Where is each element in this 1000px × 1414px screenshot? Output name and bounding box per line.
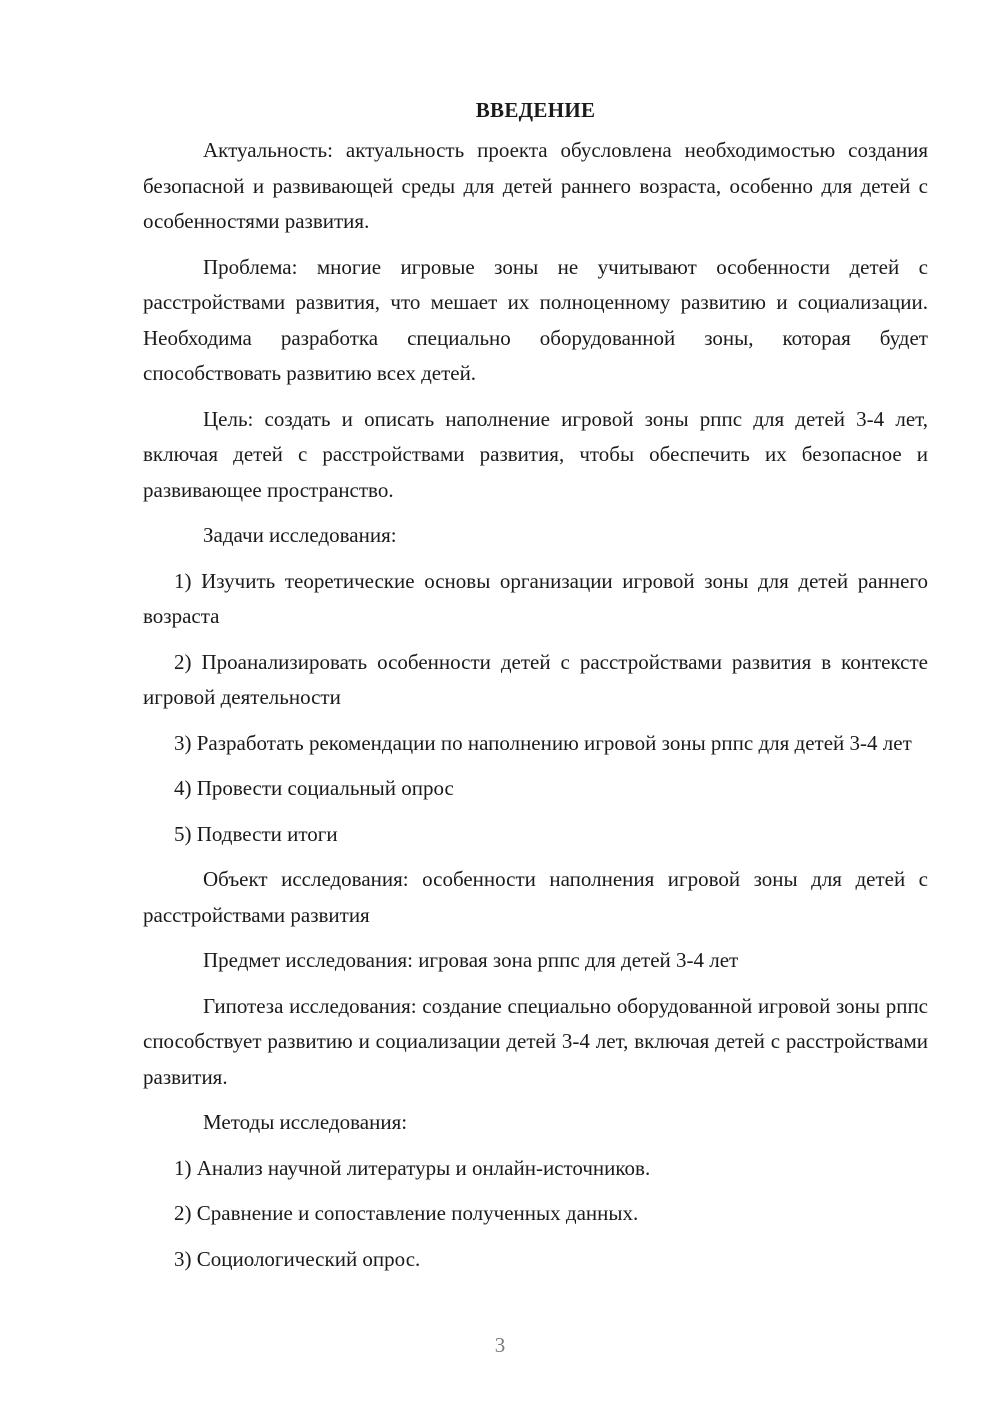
list-item: 4) Провести социальный опрос [174, 776, 454, 800]
subject-paragraph: Предмет исследования: игровая зона рппс для детей 3-4 лет [203, 948, 739, 972]
document-page [143, 92, 928, 1287]
list-item: 1) Анализ научной литературы и онлайн-источников. [174, 1155, 651, 1180]
list-item: 2) Сравнение и сопоставление полученных данных. [174, 1201, 639, 1225]
goal-paragraph: Цель: создать и описать наполнение игровой зоны рппс для детей 3-4 лет, включая детей с расстройствами развития, чтобы обеспечить их безопасное и развивающее пространство. [143, 406, 928, 502]
tasks-heading: Задачи исследования: [203, 523, 397, 547]
list-item: 5) Подвести итоги [174, 821, 338, 846]
list-item: 3) Социологический опрос. [174, 1246, 421, 1271]
list-item: 2) Проанализировать особенности детей с расстройствами развития в контексте игровой деятельности [143, 649, 928, 709]
relevance-paragraph: Актуальность: актуальность проекта обусловлена необходимостью создания безопасной и развивающей среды для детей раннего возраста, особенно для детей с особенностями развития. [143, 138, 928, 233]
list-item: 3) Разработать рекомендации по наполнению игровой зоны рппс для детей 3-4 лет [174, 730, 912, 755]
page-title: ВВЕДЕНИЕ [475, 98, 596, 122]
methods-heading: Методы исследования: [203, 1110, 408, 1134]
page-number: 3 [494, 1333, 506, 1357]
list-item: 1) Изучить теоретические основы организации игровой зоны для детей раннего возраста [143, 568, 928, 628]
problem-paragraph: Проблема: многие игровые зоны не учитывают особенности детей с расстройствами развития, что мешает их полноценному развитию и социализации. Необходима разработка специально оборудованной зоны, которая будет способствовать развитию всех детей. [143, 254, 928, 385]
object-paragraph: Объект исследования: особенности наполнения игровой зоны для детей с расстройствами развития [143, 867, 928, 927]
hypothesis-paragraph: Гипотеза исследования: создание специально оборудованной игровой зоны рппс способствует развитию и социализации детей 3-4 лет, включая детей с расстройствами развития. [143, 993, 928, 1089]
